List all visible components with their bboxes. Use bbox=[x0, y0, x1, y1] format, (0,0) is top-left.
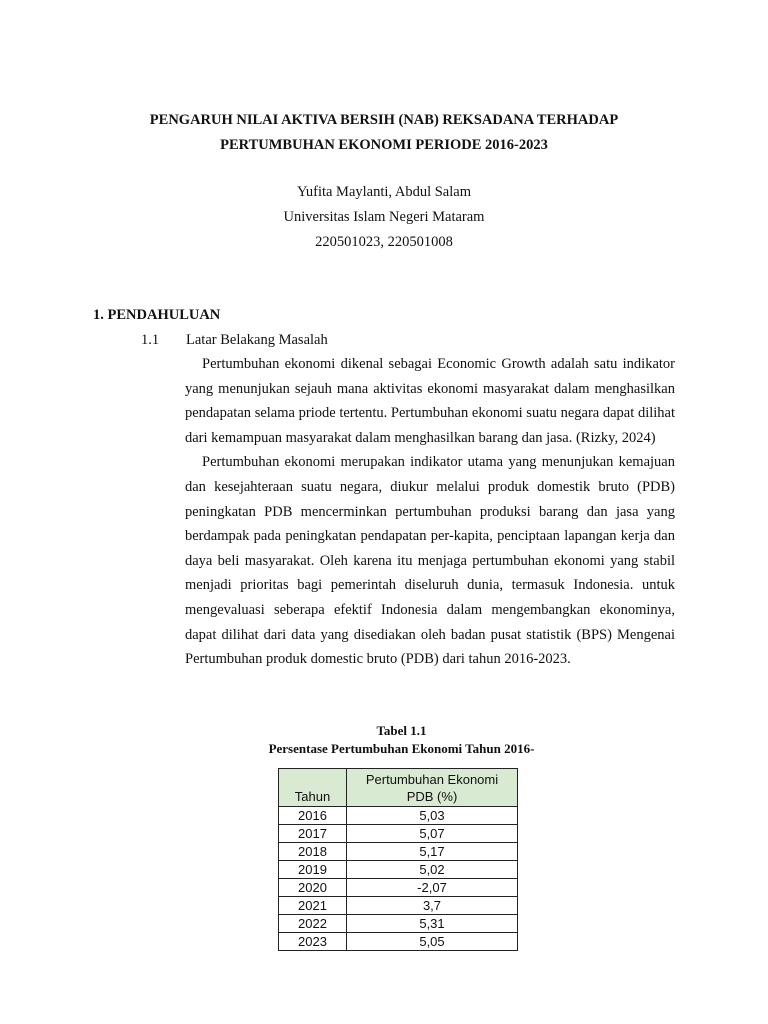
subsection-title: Latar Belakang Masalah bbox=[186, 332, 328, 348]
paragraph: Pertumbuhan ekonomi dikenal sebagai Economic Growth adalah satu indikator yang menunjukan sejauh mana aktivitas ekonomi masyarakat dalam menghasilkan pendapatan selama priode tertentu. Pertumbuhan ekonomi suatu negara dapat dilihat dari kemampuan masyarakat dalam menghasilkan barang dan jasa. (Rizky, 2024) bbox=[185, 356, 675, 446]
table-title: Persentase Pertumbuhan Ekonomi Tahun 2016- bbox=[268, 741, 535, 756]
table-row bbox=[279, 843, 518, 861]
cell-year: 2020 bbox=[279, 879, 347, 897]
subsection-heading bbox=[141, 329, 328, 351]
table-row bbox=[279, 933, 518, 951]
cell-growth: 5,07 bbox=[347, 825, 518, 843]
header-year: Tahun bbox=[279, 769, 347, 807]
cell-year: 2018 bbox=[279, 843, 347, 861]
table-caption bbox=[0, 722, 768, 758]
cell-year: 2021 bbox=[279, 897, 347, 915]
title-line-1: PENGARUH NILAI AKTIVA BERSIH (NAB) REKSADANA TERHADAP bbox=[149, 112, 619, 128]
cell-growth: 3,7 bbox=[347, 897, 518, 915]
paragraph: Pertumbuhan ekonomi merupakan indikator utama yang menunjukan kemajuan dan kesejahteraan suatu negara, diukur melalui produk domestik bruto (PDB) peningkatan PDB mencerminkan pertumbuhan produksi barang dan jasa yang berdampak pada peningkatan pendapatan per-kapita, penciptaan lapangan kerja dan daya beli masyarakat. Oleh karena itu menjaga pertumbuhan ekonomi yang stabil menjadi prioritas bagi pemerintah diseluruh dunia, termasuk Indonesia. untuk mengevaluasi seberapa efektif Indonesia dalam mengembangkan ekonominya, dapat dilihat dari data yang disediakan oleh badan pusat statistik (BPS) Mengenai Pertumbuhan produk domestic bruto (PDB) dari tahun 2016-2023. bbox=[185, 454, 675, 668]
paper-title bbox=[0, 108, 768, 158]
title-line-2: PERTUMBUHAN EKONOMI PERIODE 2016-2023 bbox=[220, 137, 548, 153]
subsection-number: 1.1 bbox=[141, 332, 160, 348]
table-row bbox=[279, 915, 518, 933]
table-row bbox=[279, 807, 518, 825]
cell-growth: 5,17 bbox=[347, 843, 518, 861]
author-block bbox=[0, 180, 768, 255]
cell-year: 2023 bbox=[279, 933, 347, 951]
author-names: Yufita Maylanti, Abdul Salam bbox=[297, 184, 471, 200]
header-pdb-line-2: PDB (%) bbox=[406, 788, 458, 804]
table-row bbox=[279, 825, 518, 843]
cell-year: 2016 bbox=[279, 807, 347, 825]
cell-growth: -2,07 bbox=[347, 879, 518, 897]
cell-growth: 5,31 bbox=[347, 915, 518, 933]
growth-table bbox=[278, 768, 518, 951]
header-pdb-line-1: Pertumbuhan Ekonomi bbox=[365, 771, 499, 787]
table-row bbox=[279, 861, 518, 879]
table-row bbox=[279, 897, 518, 915]
cell-growth: 5,05 bbox=[347, 933, 518, 951]
table-body bbox=[279, 807, 518, 951]
cell-year: 2017 bbox=[279, 825, 347, 843]
header-pdb bbox=[347, 769, 518, 807]
table-header-row bbox=[279, 769, 518, 807]
table-row bbox=[279, 879, 518, 897]
cell-year: 2022 bbox=[279, 915, 347, 933]
cell-growth: 5,02 bbox=[347, 861, 518, 879]
author-affiliation: Universitas Islam Negeri Mataram bbox=[283, 209, 485, 225]
table-label: Tabel 1.1 bbox=[376, 723, 427, 738]
author-ids: 220501023, 220501008 bbox=[315, 234, 453, 250]
body-text bbox=[185, 352, 675, 672]
cell-year: 2019 bbox=[279, 861, 347, 879]
section-heading: 1. PENDAHULUAN bbox=[93, 307, 221, 323]
cell-growth: 5,03 bbox=[347, 807, 518, 825]
